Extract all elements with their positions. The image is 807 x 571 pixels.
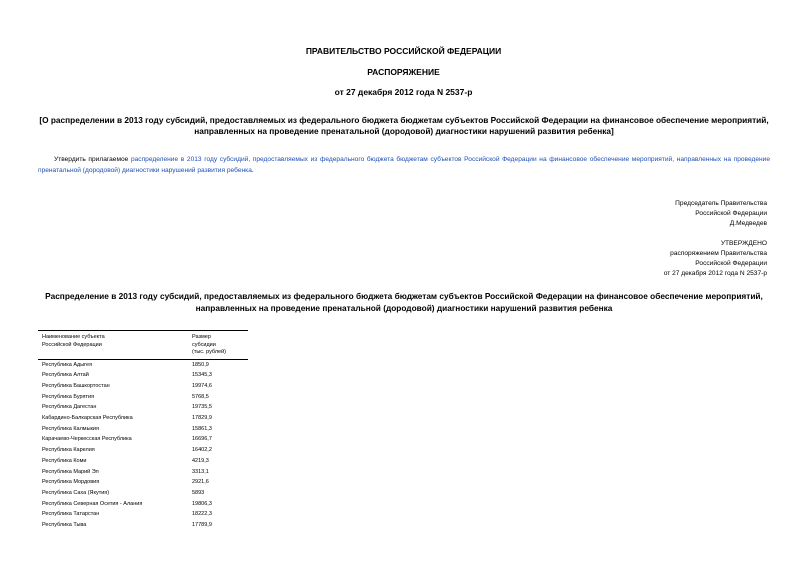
subsidy-value: 18222,3 (192, 511, 212, 518)
subsidy-value: 2921,6 (192, 479, 209, 486)
subsidy-value: 5768,5 (192, 393, 209, 400)
col1-header-line3 (38, 349, 188, 359)
subsidy-value: 19806,3 (192, 500, 212, 507)
approval-label: УТВЕРЖДЕНО (720, 240, 767, 247)
distribution-link[interactable]: распределение в 2013 году субсидий, предоставляемых из федерального бюджета бюджетам субъектов Российской Федерации на финансовое обеспечение мероприятий, направленных на проведение пренатальной (дородовой) диагностики нарушений развития ребенка (38, 156, 770, 174)
table-row (38, 381, 248, 392)
table-row (38, 392, 248, 403)
table-row (38, 477, 248, 488)
intro-paragraph (38, 155, 770, 176)
region-name: Республика Марий Эл (42, 468, 99, 475)
doc-date-number: от 27 декабря 2012 года N 2537-р (334, 87, 473, 97)
region-name: Республика Башкортостан (42, 382, 110, 389)
intro-suffix: . (251, 166, 254, 174)
table-row (38, 467, 248, 478)
table-row (38, 370, 248, 381)
subsidy-value: 16402,2 (192, 447, 212, 454)
subsidy-value: 4219,3 (192, 457, 209, 464)
col1-header-line1: Наименование субъекта (38, 331, 188, 342)
col2-header-line3: (тыс. рублей) (188, 349, 248, 359)
signature-position: Председатель Правительства (675, 200, 767, 207)
subsidy-value: 15345,3 (192, 372, 212, 379)
region-name: Республика Дагестан (42, 404, 97, 411)
region-name: Кабардино-Балкарская Республика (42, 415, 133, 422)
region-name: Республика Татарстан (42, 511, 100, 518)
region-name: Карачаево-Черкесская Республика (42, 436, 132, 443)
signature-name: Д.Медведев (729, 220, 767, 227)
intro-prefix: Утвердить прилагаемое (54, 156, 131, 163)
region-name: Республика Коми (42, 457, 87, 464)
approval-block (664, 239, 767, 279)
region-name: Республика Северная Осетия - Алания (42, 500, 143, 507)
table-row (38, 434, 248, 445)
table-row (38, 402, 248, 413)
signature-country: Российской Федерации (695, 210, 767, 217)
subsidy-value: 19735,5 (192, 404, 212, 411)
table-row (38, 359, 248, 370)
region-name: Республика Алтай (42, 372, 89, 379)
region-name: Республика Мордовия (42, 479, 100, 486)
col1-header-line2: Российской Федерации (42, 341, 102, 348)
table-row (38, 499, 248, 510)
subsidy-value: 1850,9 (192, 361, 209, 368)
table-row (38, 413, 248, 424)
approval-date: от 27 декабря 2012 года N 2537-р (663, 270, 767, 277)
region-name: Республика Тыва (42, 522, 87, 529)
col2-header-line2: субсидии (192, 341, 216, 348)
org-title: ПРАВИТЕЛЬСТВО РОССИЙСКОЙ ФЕДЕРАЦИИ (305, 46, 502, 56)
table-row (38, 509, 248, 520)
table-row (38, 456, 248, 467)
col2-header-line1: Размер (188, 331, 248, 342)
subsidy-value: 3313,1 (192, 468, 209, 475)
table-row (38, 520, 248, 531)
subsidy-value: 15861,3 (192, 425, 212, 432)
region-name: Республика Калмыкия (42, 425, 99, 432)
doc-type: РАСПОРЯЖЕНИЕ (367, 67, 440, 77)
table-title: Распределение в 2013 году субсидий, предоставляемых из федерального бюджета бюджетам субъектов Российской Федерации на финансовое обеспечение мероприятий, направленных на проведение пренатальной (дородовой) диагностики нарушений развития ребенка (45, 291, 763, 313)
region-name: Республика Адыгея (42, 361, 93, 368)
subsidy-value: 19974,6 (192, 382, 212, 389)
region-name: Республика Бурятия (42, 393, 95, 400)
region-name: Республика Саха (Якутия) (42, 489, 110, 496)
table-row (38, 445, 248, 456)
subsidy-value: 16696,7 (192, 436, 212, 443)
doc-subject: [О распределении в 2013 году субсидий, предоставляемых из федерального бюджета бюджетам субъектов Российской Федерации на финансовое обеспечение мероприятий, направленных на проведение пренатальной (дородовой) диагностики нарушений развития ребенка] (39, 115, 769, 136)
approval-line2: распоряжением Правительства (670, 250, 767, 257)
table-row (38, 424, 248, 435)
subsidy-value: 17789,9 (192, 522, 212, 529)
subsidy-value: 17829,9 (192, 415, 212, 422)
region-name: Республика Карелия (42, 447, 95, 454)
table-row (38, 488, 248, 499)
subsidy-table (38, 330, 248, 531)
approval-line3: Российской Федерации (695, 260, 767, 267)
subsidy-value: 5893 (192, 489, 205, 496)
signature-block (675, 199, 767, 229)
